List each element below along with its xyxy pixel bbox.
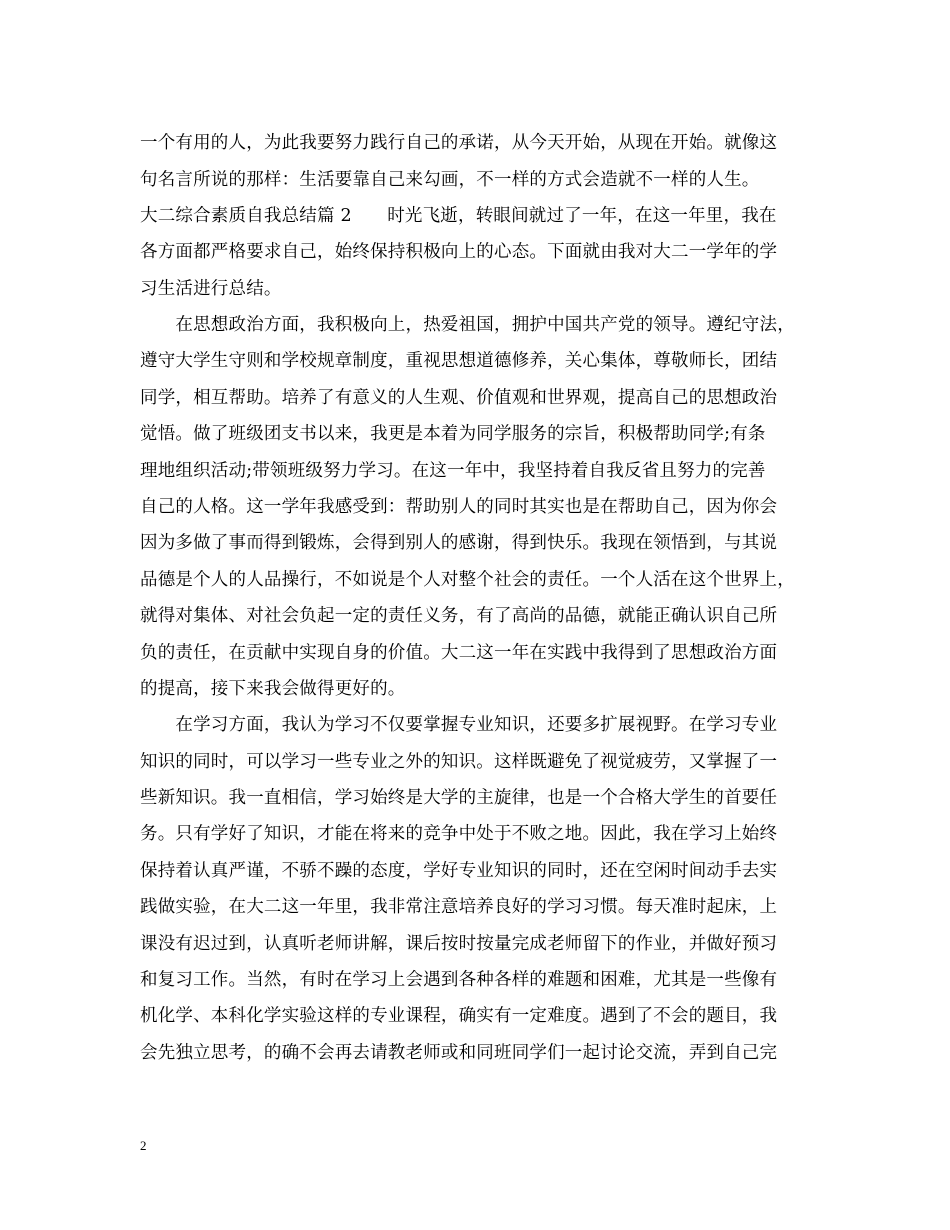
text-line: 理地组织活动;带领班级努力学习。在这一年中，我坚持着自我反省且努力的完善: [140, 461, 766, 481]
text-line: 和复习工作。当然，有时在学习上会遇到各种各样的难题和困难，尤其是一些像有: [140, 970, 778, 990]
text-line: 大二综合素质自我总结篇 2 时光飞逝，转眼间就过了一年，在这一年里，我在: [140, 206, 777, 226]
text-line: 知识的同时，可以学习一些专业之外的知识。这样既避免了视觉疲劳，又掌握了一: [140, 752, 778, 772]
text-line: 务。只有学好了知识，才能在将来的竞争中处于不败之地。因此，我在学习上始终: [140, 824, 778, 844]
text-line: 自己的人格。这一学年我感受到：帮助别人的同时其实也是在帮助自己，因为你会: [140, 497, 778, 517]
text-line: 机化学、本科化学实验这样的专业课程，确实有一定难度。遇到了不会的题目，我: [140, 1006, 778, 1026]
text-line: 就得对集体、对社会负起一定的责任义务，有了高尚的品德，就能正确认识自己所: [140, 606, 778, 626]
text-line: 因为多做了事而得到锻炼，会得到别人的感谢，得到快乐。我现在领悟到，与其说: [140, 533, 778, 553]
text-line: 课没有迟过到，认真听老师讲解，课后按时按量完成老师留下的作业，并做好预习: [140, 934, 778, 954]
text-line: 践做实验，在大二这一年里，我非常注意培养良好的学习习惯。每天准时起床，上: [140, 897, 778, 917]
text-line: 同学，相互帮助。培养了有意义的人生观、价值观和世界观，提高自己的思想政治: [140, 388, 778, 408]
text-line: 保持着认真严谨，不骄不躁的态度，学好专业知识的同时，还在空闲时间动手去实: [140, 861, 778, 881]
text-line: 在思想政治方面，我积极向上，热爱祖国，拥护中国共产党的领导。遵纪守法，: [140, 315, 795, 335]
text-line: 些新知识。我一直相信，学习始终是大学的主旋律，也是一个合格大学生的首要任: [140, 788, 778, 808]
text-line: 遵守大学生守则和学校规章制度，重视思想道德修养，关心集体，尊敬师长，团结: [140, 351, 778, 371]
text-line: 各方面都严格要求自己，始终保持积极向上的心态。下面就由我对大二一学年的学: [140, 242, 778, 262]
text-line: 负的责任，在贡献中实现自身的价值。大二这一年在实践中我得到了思想政治方面: [140, 643, 778, 663]
text-line: 品德是个人的人品操行，不如说是个人对整个社会的责任。一个人活在这个世界上，: [140, 570, 795, 590]
text-line: 觉悟。做了班级团支书以来，我更是本着为同学服务的宗旨，积极帮助同学;有条: [140, 424, 766, 444]
page-number: 2: [140, 1138, 147, 1153]
text-line: 的提高，接下来我会做得更好的。: [140, 679, 406, 699]
text-line: 句名言所说的那样：生活要靠自己来勾画，不一样的方式会造就不一样的人生。: [140, 170, 760, 190]
text-line: 在学习方面，我认为学习不仅要掌握专业知识，还要多扩展视野。在学习专业: [140, 715, 778, 735]
text-line: 习生活进行总结。: [140, 279, 282, 299]
text-line: 会先独立思考，的确不会再去请教老师或和同班同学们一起讨论交流，弄到自己完: [140, 1043, 778, 1063]
text-line: 一个有用的人，为此我要努力践行自己的承诺，从今天开始，从现在开始。就像这: [140, 133, 778, 153]
